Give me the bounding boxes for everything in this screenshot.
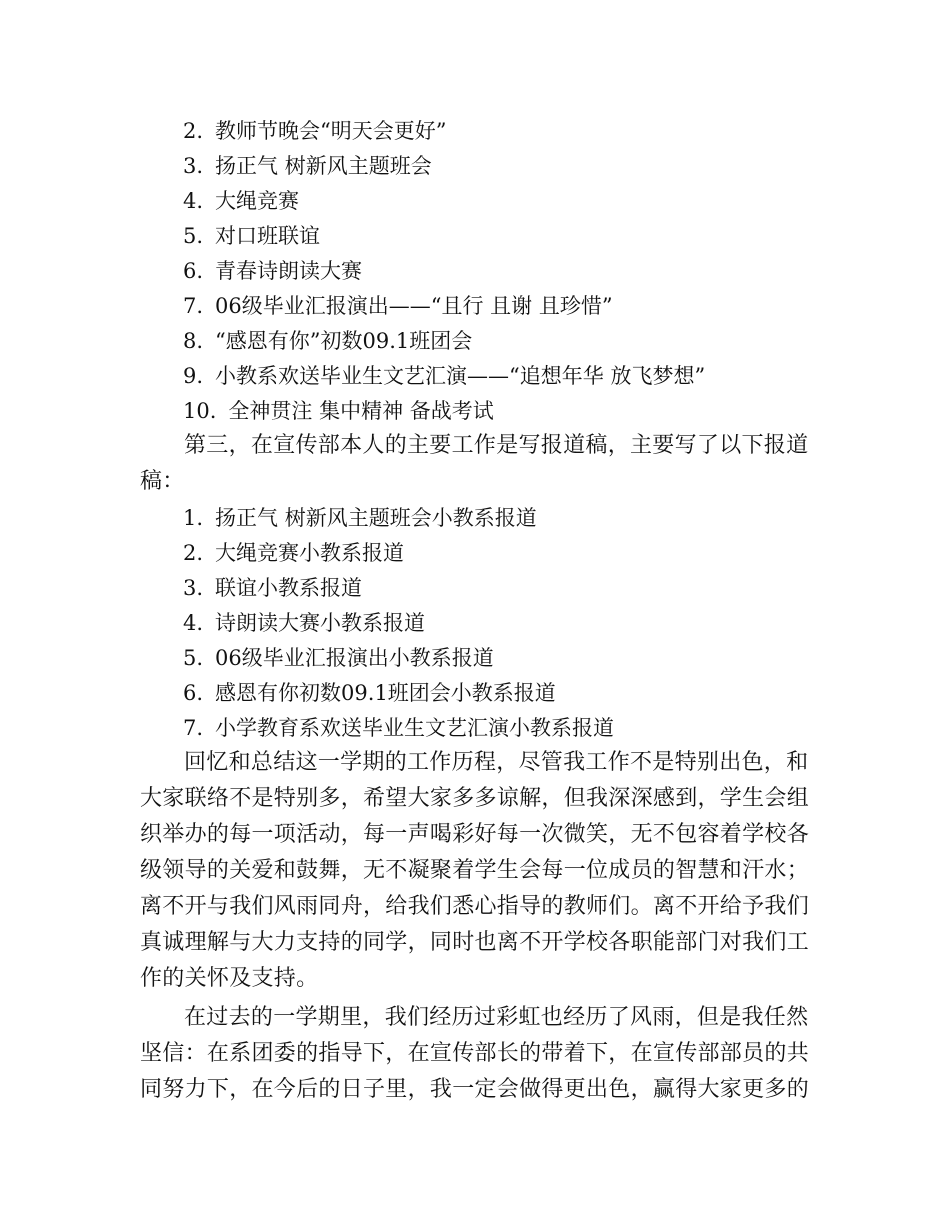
list-item: 1. 扬正气 树新风主题班会小教系报道: [183, 506, 537, 530]
paragraph-line: 第三，在宣传部本人的主要工作是写报道稿，主要写了以下报道: [184, 433, 809, 458]
paragraph-line: 稿：: [140, 469, 185, 494]
list-item: 5. 对口班联谊: [183, 224, 321, 248]
paragraph-line: 大家联络不是特别多，希望大家多多谅解，但我深深感到，学生会组: [140, 786, 810, 811]
list-item: 4. 大绳竞赛: [183, 189, 300, 213]
list-item: 5. 06级毕业汇报演出小教系报道: [183, 646, 494, 670]
list-item: 7. 小学教育系欢送毕业生文艺汇演小教系报道: [183, 716, 615, 740]
paragraph-line: 离不开与我们风雨同舟，给我们悉心指导的教师们。离不开给予我们: [140, 894, 810, 919]
paragraph-line: 织举办的每一项活动，每一声喝彩好每一次微笑，无不包容着学校各: [140, 822, 810, 847]
list-item: 3. 联谊小教系报道: [183, 576, 363, 600]
list-item: 6. 感恩有你初数09.1班团会小教系报道: [183, 681, 556, 705]
paragraph-line: 同努力下，在今后的日子里，我一定会做得更出色，赢得大家更多的: [140, 1077, 810, 1102]
list-item: 6. 青春诗朗读大赛: [183, 259, 363, 283]
paragraph-line: 坚信：在系团委的指导下，在宣传部长的带着下，在宣传部部员的共: [140, 1041, 810, 1066]
paragraph-line: 真诚理解与大力支持的同学，同时也离不开学校各职能部门对我们工: [140, 930, 810, 955]
paragraph-line: 回忆和总结这一学期的工作历程，尽管我工作不是特别出色，和: [184, 750, 809, 775]
paragraph-line: 在过去的一学期里，我们经历过彩虹也经历了风雨，但是我任然: [184, 1005, 809, 1030]
paragraph-line: 级领导的关爱和鼓舞，无不凝聚着学生会每一位成员的智慧和汗水；: [140, 858, 810, 883]
list-item: 7. 06级毕业汇报演出——“且行 且谢 且珍惜”: [183, 294, 613, 318]
list-item: 9. 小教系欢送毕业生文艺汇演——“追想年华 放飞梦想”: [183, 364, 706, 388]
list-item: 2. 教师节晚会“明天会更好”: [183, 119, 447, 143]
list-item: 4. 诗朗读大赛小教系报道: [183, 611, 426, 635]
list-item: 3. 扬正气 树新风主题班会: [183, 154, 432, 178]
paragraph-line: 作的关怀及支持。: [140, 966, 319, 991]
list-item: 2. 大绳竞赛小教系报道: [183, 541, 405, 565]
list-item: 10. 全神贯注 集中精神 备战考试: [183, 399, 494, 423]
list-item: 8. “感恩有你”初数09.1班团会: [183, 329, 473, 353]
